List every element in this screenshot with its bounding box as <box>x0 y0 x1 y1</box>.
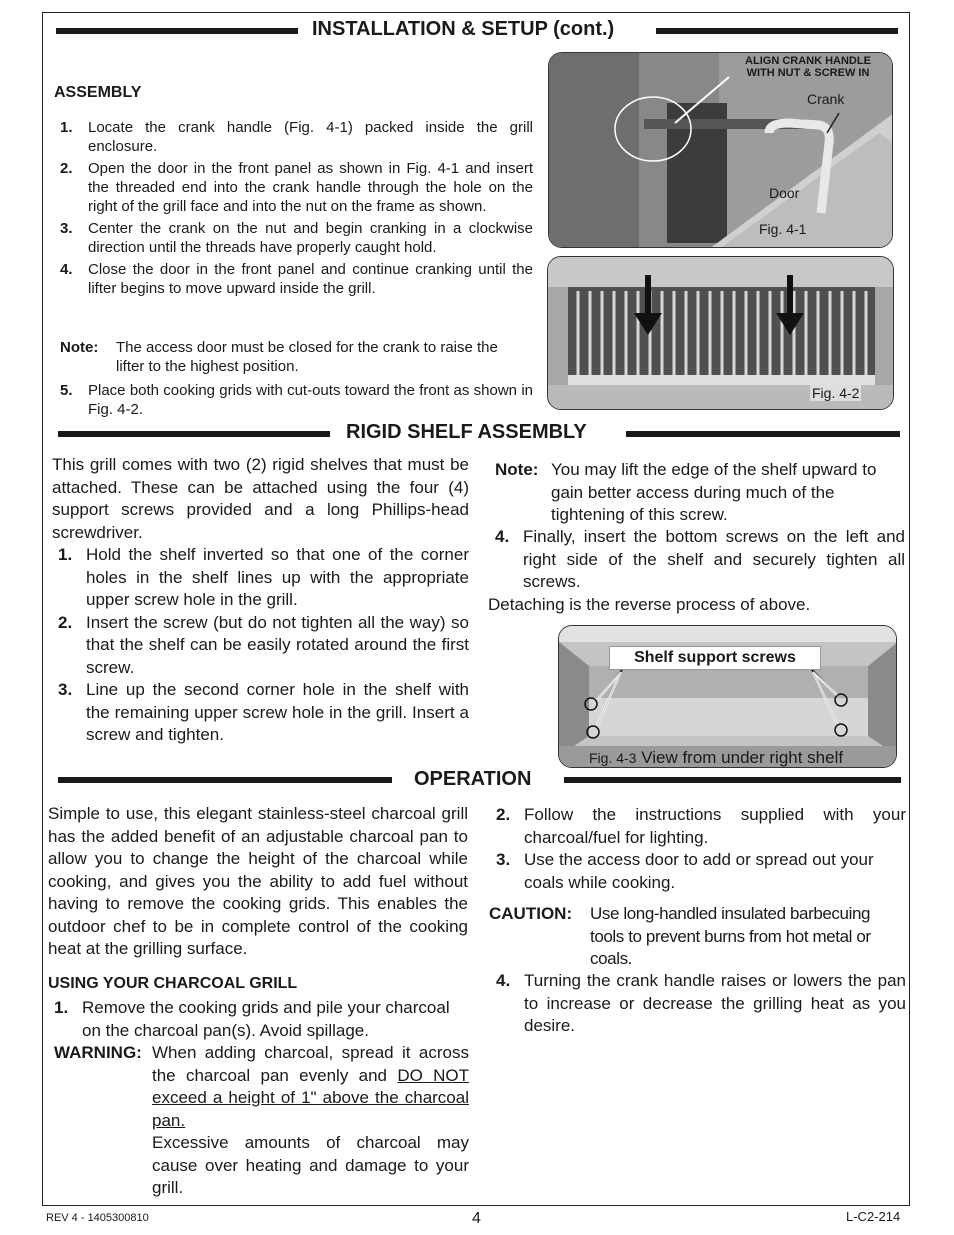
fig2-caption: Fig. 4-2 <box>812 385 860 401</box>
rigid-steps <box>58 544 469 747</box>
rigid-step-1: 1. Hold the shelf inverted so that one of the corner holes in the shelf lines up with the appropriate upper screw hole in the grill. <box>58 545 469 609</box>
installation-title: INSTALLATION & SETUP (cont.) <box>312 18 615 40</box>
footer-rev: REV 4 - 1405300810 <box>46 1212 149 1224</box>
assembly-step-5: 5. Place both cooking grids with cut-outs toward the front as shown in Fig. 4-2. <box>60 382 533 418</box>
rigid-step-3: 3. Line up the second corner hole in the shelf with the remaining upper screw hole in the grill. Insert a screw and tighten. <box>58 680 469 744</box>
fig1-door-label: Door <box>769 185 800 201</box>
operation-step-3: 3. Use the access door to add or spread out your coals while cooking. <box>496 850 874 892</box>
assembly-step-2: 2. Open the door in the front panel as shown in Fig. 4-1 and insert the threaded end into the crank handle through the hole on the right of the grill face and into the nut on the frame as shown. <box>60 160 533 215</box>
figure-4-2 <box>547 256 894 410</box>
figure-4-3 <box>558 625 897 768</box>
operation-step-1: 1. Remove the cooking grids and pile your charcoal on the charcoal pan(s). Avoid spillage. <box>54 998 450 1040</box>
footer-doc-code: L-C2-214 <box>846 1209 901 1224</box>
operation-intro: Simple to use, this elegant stainless-steel charcoal grill has the added benefit of an adjustable charcoal pan to allow you to change the height of the charcoal while cooking, and gives you the ability to add fuel without having to remove the cooking grids. This enables the outdoor chef to be in complete control of the cooking heat at the grilling surface. <box>48 804 468 958</box>
rigid-note: Note: You may lift the edge of the shelf upward to gain better access during much of the tightening of this screw. <box>495 460 877 524</box>
assembly-step-4: 4. Close the door in the front panel and continue cranking until the lifter begins to move upward inside the grill. <box>60 261 533 297</box>
operation-step-2: 2. Follow the instructions supplied with your charcoal/fuel for lighting. <box>496 805 906 847</box>
fig1-callout: ALIGN CRANK HANDLE WITH NUT & SCREW IN <box>745 55 871 79</box>
rigid-step-2: 2. Insert the screw (but do not tighten all the way) so that the shelf can be easily rotated around the first screw. <box>58 612 469 677</box>
using-heading: USING YOUR CHARCOAL GRILL <box>48 975 298 992</box>
operation-caution: CAUTION: Use long-handled insulated barbecuing tools to prevent burns from hot metal or coals. <box>489 904 871 968</box>
footer-page-number: 4 <box>472 1210 481 1227</box>
crank-photo <box>549 53 893 248</box>
operation-title: OPERATION <box>414 768 532 790</box>
operation-rule-right <box>564 777 901 783</box>
assembly-heading: ASSEMBLY <box>54 84 142 101</box>
operation-step-4: 4. Turning the crank handle raises or lowers the pan to increase or decrease the grilling heat as you desire. <box>496 971 906 1035</box>
figure-4-1 <box>548 52 893 248</box>
fig3-label: Shelf support screws <box>609 646 821 670</box>
rigid-shelf-title: RIGID SHELF ASSEMBLY <box>346 421 587 443</box>
rigid-step-4: 4. Finally, insert the bottom screws on the left and right side of the shelf and securely tighten all screws. <box>495 527 905 591</box>
assembly-steps <box>60 118 533 298</box>
rigid-intro: This grill comes with two (2) rigid shelves that must be attached. These can be attached using the four (4) support screws provided and a long Phillips-head screwdriver. <box>52 455 469 542</box>
assembly-step-3: 3. Center the crank on the nut and begin cranking in a clockwise direction until the threads have properly caught hold. <box>60 220 533 256</box>
rigid-rule-right <box>626 431 900 437</box>
fig1-crank-label: Crank <box>807 91 845 107</box>
assembly-step-1: 1. Locate the crank handle (Fig. 4-1) packed inside the grill enclosure. <box>60 119 533 155</box>
rigid-rule-left <box>58 431 330 437</box>
operation-warning: WARNING: When adding charcoal, spread it across the charcoal pan evenly and DO NOT exceed a height of 1" above the charcoal pan. Excessive amounts of charcoal may cause over heating and damage to your grill. <box>54 1043 470 1197</box>
rigid-detach: Detaching is the reverse process of above. <box>488 595 811 614</box>
fig3-caption: Fig. 4-3 View from under right shelf <box>589 748 844 767</box>
header-rule-right <box>656 28 898 34</box>
operation-rule-left <box>58 777 392 783</box>
header-rule-left <box>56 28 298 34</box>
assembly-note: Note: The access door must be closed for the crank to raise the lifter to the highest position. <box>60 339 498 375</box>
fig1-caption: Fig. 4-1 <box>759 221 807 237</box>
